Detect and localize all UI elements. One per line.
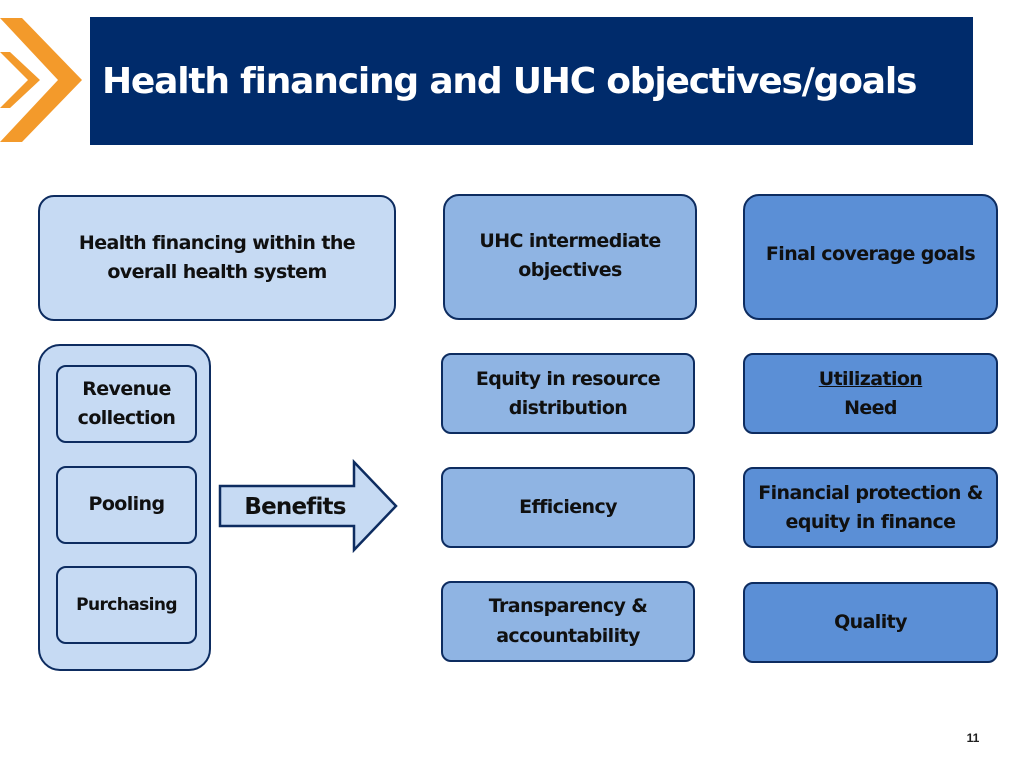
title-bar xyxy=(90,17,973,145)
benefits-label: Benefits xyxy=(244,494,346,520)
function-purchasing: Purchasing xyxy=(56,566,197,644)
goal-financial-protection: Financial protection & equity in finance xyxy=(743,467,998,548)
objective-transparency: Transparency & accountability xyxy=(441,581,695,662)
objective-efficiency: Efficiency xyxy=(441,467,695,548)
intermediate-header: UHC intermediate objectives xyxy=(443,194,697,320)
final-goals-header: Final coverage goals xyxy=(743,194,998,320)
function-pooling: Pooling xyxy=(56,466,197,544)
chevron-decoration-icon xyxy=(0,0,100,180)
objective-equity: Equity in resource distribution xyxy=(441,353,695,434)
page-title: Health financing and UHC objectives/goals xyxy=(102,60,917,102)
health-system-header: Health financing within the overall health system xyxy=(38,195,396,321)
function-revenue-collection: Revenue collection xyxy=(56,365,197,443)
page-number: 11 xyxy=(966,731,980,745)
goal-utilization xyxy=(743,353,998,434)
utilization-need: Need xyxy=(844,396,897,419)
utilization-title: Utilization xyxy=(818,368,923,390)
goal-quality: Quality xyxy=(743,582,998,663)
